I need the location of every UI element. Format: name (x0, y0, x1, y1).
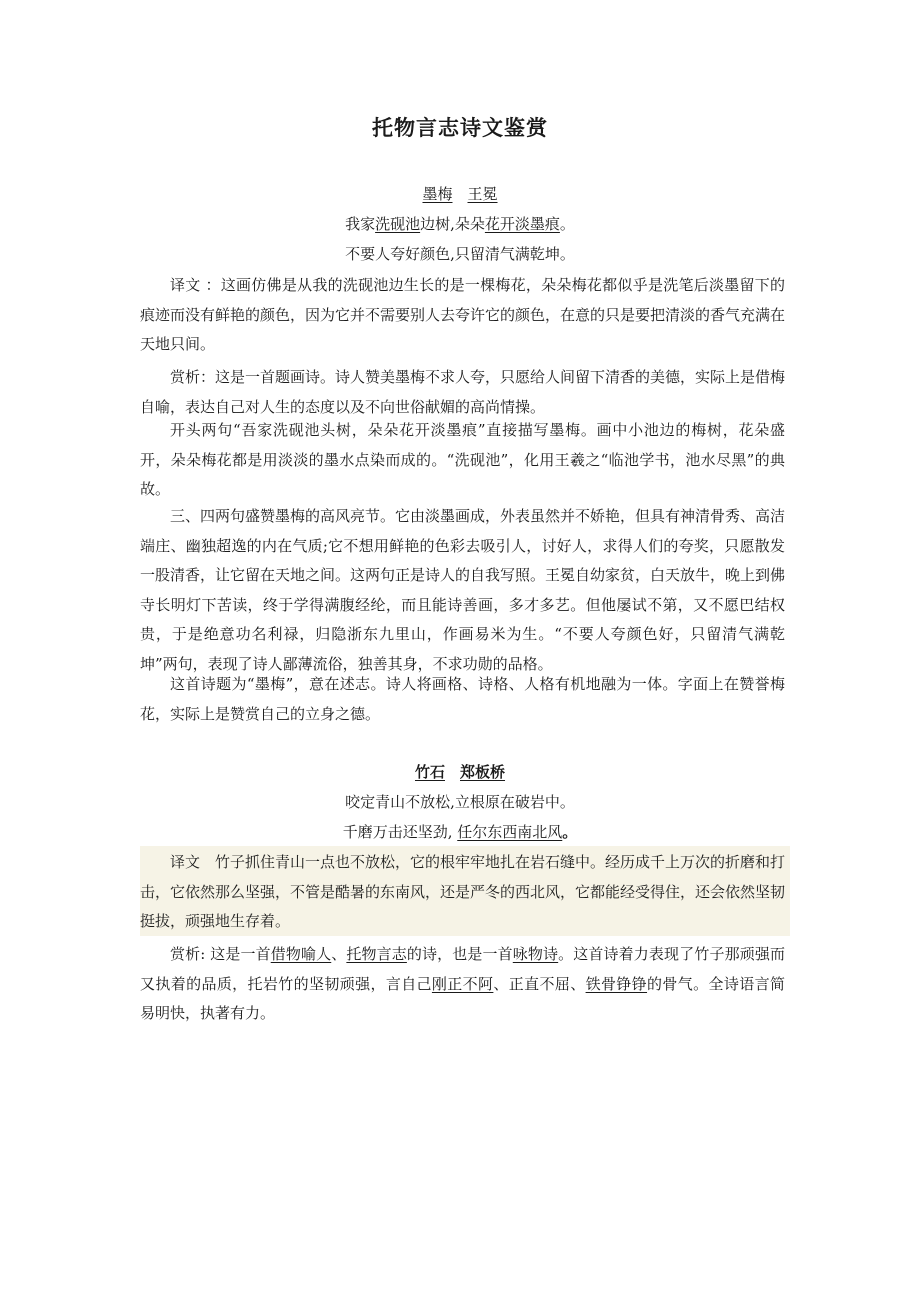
poem2-line2-text2: 。 (562, 823, 578, 841)
poem1-translation: 译文 ：这画仿佛是从我的洗砚池边生长的是一棵梅花，朵朵梅花都似乎是洗笔后淡墨留下的痕迹而没有鲜艳的颜色，因为它并不需要别人去夸许它的颜色，在意的只是要把清淡的香气充满在天地只间。 (140, 276, 786, 353)
poem1-heading (0, 180, 920, 208)
poem2-analysis-text1: 赏析: 这是一首 (170, 945, 271, 963)
poem2-heading (0, 758, 920, 786)
poem2-line2 (0, 818, 920, 846)
poem2-analysis-text5: 、正直不屈、 (493, 974, 586, 993)
poem2-analysis-text4: 。这首诗着力表现了竹子那顽强而又执着的品质，托岩竹的坚韧顽强，言自己 (140, 945, 785, 993)
poem1-title: 墨梅 (422, 185, 453, 203)
poem2-analysis-term1: 借物喻人 (270, 945, 332, 963)
poem1-analysis-1: 赏析：这是一首题画诗。诗人赞美墨梅不求人夸，只愿给人间留下清香的美德，实际上是借梅自喻，表达自己对人生的态度以及不向世俗献媚的高尚情操。 (140, 368, 786, 416)
poem1-line1 (0, 210, 920, 238)
poem1-line1-text3: 。 (559, 215, 575, 233)
poem2-analysis-text6: 的骨气。全诗语言简易明快，执著有力。 (140, 974, 785, 1022)
poem1-line2: 不要人夸好颜色,只留清气满乾坤。 (345, 245, 575, 263)
poem2-line2-underline: 任尔东西南北风 (457, 823, 563, 841)
poem2-analysis-term5: 铁骨铮铮 (585, 974, 648, 993)
poem2-title: 竹石 (414, 763, 445, 781)
poem1-line1-text2: 边树,朵朵 (420, 215, 485, 233)
poem1-line1-underline1: 洗砚池 (375, 215, 421, 233)
poem2-line2-text: 千磨万击还坚劲, (342, 823, 458, 841)
page-title: 托物言志诗文鉴赏 (372, 116, 548, 140)
poem1-line1-underline2: 花开淡墨痕 (484, 215, 560, 233)
poem2-translation: 译文 竹子抓住青山一点也不放松，它的根牢牢地扎在岩石缝中。经历成千上万次的折磨和打击，它依然那么坚强，不管是酷暑的东南风，还是严冬的西北风，它都能经受得住，还会依然坚韧挺拔，顽强地生存着。 (140, 853, 786, 930)
poem2-author: 郑板桥 (460, 763, 506, 781)
poem1-analysis-3: 三、四两句盛赞墨梅的高风亮节。它由淡墨画成，外表虽然并不娇艳，但具有神清骨秀、高洁端庄、幽独超逸的内在气质;它不想用鲜艳的色彩去吸引人，讨好人，求得人们的夸奖，只愿散发一股清香，让它留在天地之间。这两句正是诗人的自我写照。王冕自幼家贫，白天放牛，晚上到佛寺长明灯下苦读，终于学得满腹经纶，而且能诗善画，多才多艺。但他屡试不第，又不愿巴结权贵，于是绝意功名利禄，归隐浙东九里山，作画易米为生。“不要人夸颜色好，只留清气满乾坤”两句，表现了诗人鄙薄流俗，独善其身，不求功勋的品格。 (140, 507, 786, 673)
poem1-analysis-2: 开头两句“吾家洗砚池头树，朵朵花开淡墨痕”直接描写墨梅。画中小池边的梅树，花朵盛开，朵朵梅花都是用淡淡的墨水点染而成的。“洗砚池”，化用王羲之“临池学书，池水尽黑”的典故。 (140, 421, 785, 498)
poem2-analysis-term2: 托物言志 (346, 945, 407, 963)
poem1-author: 王冕 (467, 185, 498, 203)
poem1-analysis-4: 这首诗题为“墨梅”，意在述志。诗人将画格、诗格、人格有机地融为一体。字面上在赞誉梅花，实际上是赞赏自己的立身之德。 (140, 675, 785, 723)
poem1-line1-text: 我家 (345, 215, 376, 233)
poem2-analysis-text2: 、 (331, 945, 347, 963)
poem2-analysis-text3: 的诗，也是一首 (406, 945, 513, 963)
poem2-analysis (140, 940, 785, 1029)
poem2-line1: 咬定青山不放松,立根原在破岩中。 (345, 793, 575, 811)
poem2-analysis-term4: 刚正不阿 (431, 974, 494, 993)
poem2-analysis-term3: 咏物诗 (512, 945, 559, 963)
